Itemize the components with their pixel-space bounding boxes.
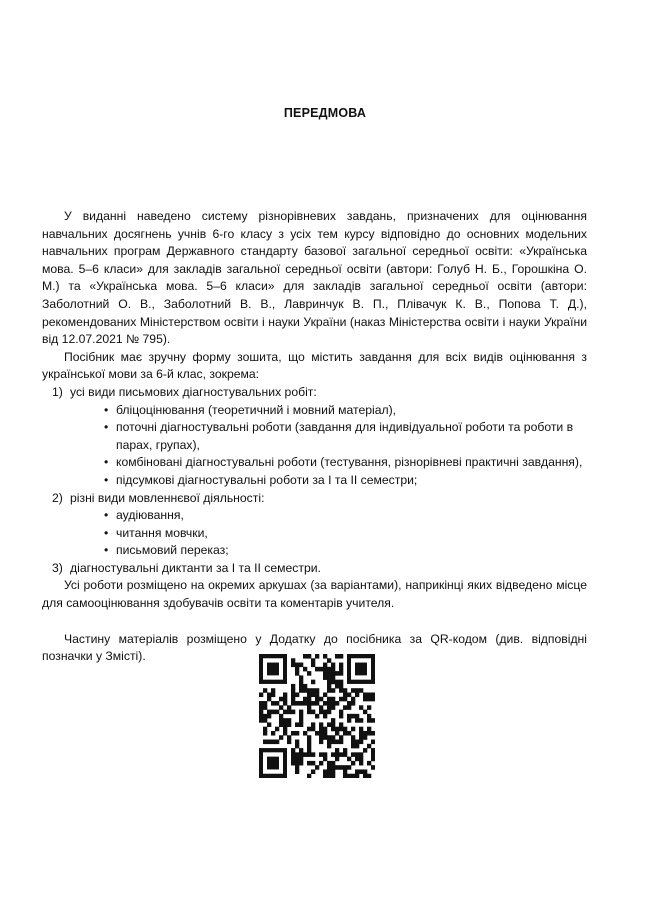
bullet-icon: • — [104, 402, 109, 417]
list-item-dictations — [42, 560, 587, 578]
qr-paragraph: Частину матеріалів розміщено у Додатку до посібника за QR-кодом (див. відповідні позначки у Змісті). — [42, 631, 587, 664]
list-item-label: усі види письмових діагностувальних робіт: — [70, 384, 317, 399]
sublist-item-text: комбіновані діагностувальні роботи (тестування, різнорівневі практичні завдання), — [116, 455, 583, 470]
bullet-icon: • — [104, 543, 109, 558]
list-item-speech-activity — [42, 490, 587, 560]
intro-paragraph: У виданні наведено систему різнорівневих завдань, призначених для оцінювання навчальних досягнень учнів 6-го класу з усіх тем курсу відповідно до основних модельних навчальних програм Державного стандарту базової загальної середньої освіти: «Українська мова. 5–6 класи» для закладів загальної середньої освіти (автори: Голуб Н. Б., Горошкіна О. М.) та «Українська мова. 5–6 класи» для закладів загальної середньої освіти (автори: Заболотний О. В., Заболотний В. В., Лавринчук В. П., Плівачук К. В., Попова Т. Д.), рекомендованих Міністерством освіти і науки України (наказ Міністерства освіти і науки України від 12.07.2021 № 795). — [42, 209, 587, 347]
qr-code-icon — [259, 654, 375, 778]
sublist-item-text: бліцоцінювання (теоретичний і мовний матеріал), — [116, 402, 397, 417]
sublist-item-text: письмовий переказ; — [116, 543, 229, 558]
written-works-sublist — [70, 402, 587, 490]
bullet-icon: • — [104, 508, 109, 523]
list-number: 2) — [52, 490, 63, 505]
bullet-icon: • — [104, 472, 109, 487]
bullet-icon: • — [104, 525, 109, 540]
bullet-icon: • — [104, 455, 109, 470]
list-number: 3) — [52, 560, 63, 575]
sublist-item — [70, 472, 587, 490]
list-item-label: діагностувальні диктанти за І та ІІ семестри. — [70, 560, 321, 575]
list-item-written-works — [42, 384, 587, 490]
preface-body — [42, 208, 587, 666]
bullet-icon: • — [104, 420, 109, 435]
sublist-item — [70, 507, 587, 525]
sublist-item — [70, 419, 587, 454]
sublist-item — [70, 542, 587, 560]
speech-activity-sublist — [70, 507, 587, 560]
sublist-item — [70, 454, 587, 472]
list-item-label: різні види мовленнєвої діяльності: — [70, 490, 265, 505]
sublist-item — [70, 402, 587, 420]
qr-code — [259, 654, 375, 778]
sublist-item-text: підсумкові діагностувальні роботи за І та ІІ семестри; — [116, 472, 418, 487]
sublist-item-text: читання мовчки, — [116, 525, 208, 540]
sublist-item-text: поточні діагностувальні роботи (завдання для індивідуальної роботи та роботи в парах, групах), — [116, 420, 574, 452]
sheets-paragraph: Усі роботи розміщено на окремих аркушах (за варіантами), наприкінці яких відведено місце для самооцінювання здобувачів освіти та коментарів учителя. — [42, 578, 587, 611]
sublist-item — [70, 525, 587, 543]
format-paragraph: Посібник має зручну форму зошита, що містить завдання для всіх видів оцінювання з української мови за 6-й клас, зокрема: — [42, 349, 587, 382]
list-number: 1) — [52, 384, 63, 399]
page-title: ПЕРЕДМОВА — [283, 106, 367, 120]
assessment-types-list — [42, 384, 587, 578]
sublist-item-text: аудіювання, — [116, 508, 184, 523]
